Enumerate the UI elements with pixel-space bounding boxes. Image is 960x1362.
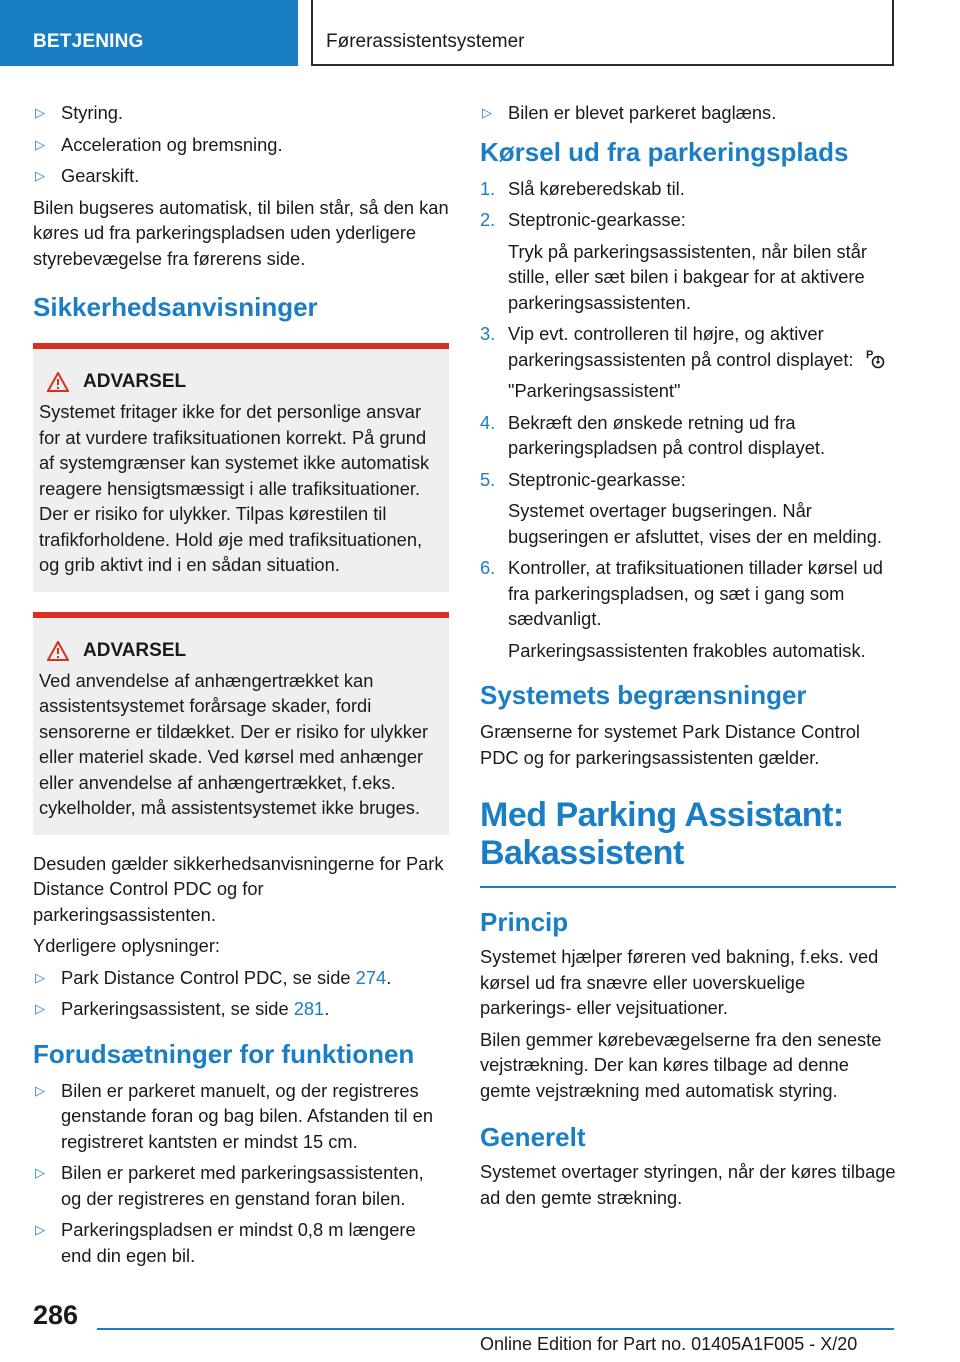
step-detail: "Parkeringsassistent" — [508, 380, 681, 401]
list-item: ▷ Bilen er blevet parkeret baglæns. — [480, 100, 896, 126]
warning-box — [33, 612, 449, 835]
svg-text:P: P — [865, 348, 873, 361]
list-item: ▷ Gearskift. — [33, 163, 449, 189]
list-item: ▷ Styring. — [33, 100, 449, 126]
step-detail: Parkeringsassistenten frakobles automatisk. — [508, 639, 866, 661]
triangle-bullet-icon: ▷ — [35, 105, 45, 120]
principle-paragraph-1: Systemet hjælper føreren ved bakning, f.eks. ved kørsel ud fra snævre eller uoverskuelige parkerings- eller vejsituationer. — [480, 946, 879, 1018]
list-item: ▷ Bilen er parkeret med parkeringsassistenten, og der registreres en genstand foran bilen. — [35, 1162, 424, 1209]
warning-header: ADVARSEL — [47, 640, 441, 662]
footer-rule — [97, 1328, 894, 1330]
step-item: 1. Slå køreberedskab til. — [480, 177, 685, 199]
warning-box — [33, 343, 449, 592]
warning-triangle-icon — [47, 372, 69, 392]
header-divider-right — [892, 0, 894, 66]
section-tab: BETJENING — [0, 0, 298, 66]
limits-paragraph: Grænserne for systemet Park Distance Control PDC og for parkeringsassistenten gælder. — [480, 721, 860, 768]
left-column — [33, 100, 449, 1274]
triangle-bullet-icon: ▷ — [35, 168, 45, 183]
more-info-label: Yderligere oplysninger: — [33, 935, 220, 956]
triangle-bullet-icon: ▷ — [35, 1001, 45, 1016]
subheading-principle: Princip — [480, 907, 569, 937]
step-item: 2. Steptronic-gearkasse: — [480, 209, 686, 230]
page-link-274[interactable]: 274 — [355, 966, 387, 988]
principle-paragraph-2: Bilen gemmer kørebevægelserne fra den seneste vejstrækning. Der kan køres tilbage ad denne gemte vejstrækning med automatisk styring. — [480, 1028, 882, 1101]
triangle-bullet-icon: ▷ — [35, 1082, 45, 1098]
header-underline — [311, 64, 894, 66]
page-header — [0, 0, 960, 66]
step-item: 4. Bekræft den ønskede retning ud fra parkeringspladsen på control displayet. — [480, 411, 826, 458]
warning-triangle-icon — [47, 641, 69, 661]
triangle-bullet-icon: ▷ — [35, 1165, 45, 1180]
warning-text: Ved anvendelse af anhængertrækket kan assistentsystemet forårsage skader, fordi sensorerne er tildækket. Der er risiko for ulykker eller materiel skade. Ved kørsel med anhænger eller anvendelse af anhængertrækket, f.eks. cykelholder, må assistentsystemet ikke bruges. — [39, 669, 429, 818]
header-divider — [311, 0, 313, 66]
page-number: 286 — [33, 1300, 79, 1330]
step-detail: Systemet overtager bugseringen. Når bugseringen er afsluttet, vises der en melding. — [508, 500, 882, 547]
warning-header: ADVARSEL — [47, 371, 441, 393]
section-heading-limits: Systemets begrænsninger — [480, 680, 807, 710]
step-item: 6. Kontroller, at trafiksituationen tillader kørsel ud fra parkeringspladsen, og sæt i gang som sædvanligt. — [480, 557, 883, 629]
section-heading-safety: Sikkerhedsanvisninger — [33, 292, 318, 322]
chapter-title: Førerassistentsystemer — [326, 31, 525, 52]
triangle-bullet-icon: ▷ — [482, 105, 492, 120]
triangle-bullet-icon: ▷ — [35, 969, 45, 985]
additional-safety-paragraph: Desuden gælder sikkerhedsanvisningerne for Park Distance Control PDC og for parkeringsassistenten. — [33, 852, 444, 925]
page-link-281[interactable]: 281 — [293, 998, 325, 1019]
intro-paragraph: Bilen bugseres automatisk, til bilen står, så den kan køres ud fra parkeringspladsen uden yderligere styrebevægelse fra førerens side. — [33, 196, 449, 269]
triangle-bullet-icon: ▷ — [35, 1222, 45, 1237]
section-heading-exit: Kørsel ud fra parkeringsplads — [480, 136, 849, 167]
general-paragraph: Systemet overtager styringen, når der køres tilbage ad den gemte strækning. — [480, 1161, 896, 1208]
chapter-rule — [480, 886, 896, 888]
section-heading-prerequisites: Forudsætninger for funktionen — [33, 1038, 415, 1069]
step-item: 5. Steptronic-gearkasse: — [480, 468, 686, 490]
list-item: ▷ Parkeringspladsen er mindst 0,8 m længere end din egen bil. — [35, 1219, 416, 1266]
step-detail: Tryk på parkeringsassistenten, når bilen står stille, eller sæt bilen i bakgear for at aktivere parkeringsassistenten. — [508, 240, 868, 313]
triangle-bullet-icon: ▷ — [35, 136, 45, 152]
list-item: ▷ Parkeringsassistent, se side 281. — [33, 996, 449, 1022]
list-item: ▷ Park Distance Control PDC, se side 274. — [33, 965, 449, 991]
right-column — [480, 100, 896, 1216]
subheading-general: Generelt — [480, 1122, 586, 1152]
parking-assistant-icon — [863, 347, 887, 369]
step-item: 3. Vip evt. controlleren til højre, og aktiver parkeringsassistenten på control displayet: P — [480, 321, 896, 372]
chapter-heading: Med Parking Assistant: Bakassistent — [480, 796, 844, 872]
list-item: ▷ Acceleration og bremsning. — [33, 132, 449, 158]
edition-note: Online Edition for Part no. 01405A1F005 - X/20 — [480, 1334, 858, 1354]
list-item: ▷ Bilen er parkeret manuelt, og der registreres genstande foran og bag bilen. Afstanden til en registreret kantsten er mindst 15 cm. — [35, 1079, 434, 1152]
warning-text: Systemet fritager ikke for det personlige ansvar for at vurdere trafiksituationen korrekt. På grund af systemgrænser kan systemet ikke automatisk reagere hensigtsmæssigt i alle trafiksituationer. Der er risiko for ulykker. Tilpas kørestilen til trafikforholdene. Hold øje med trafiksituationen, og grib aktivt ind i en sådan situation. — [39, 401, 430, 575]
